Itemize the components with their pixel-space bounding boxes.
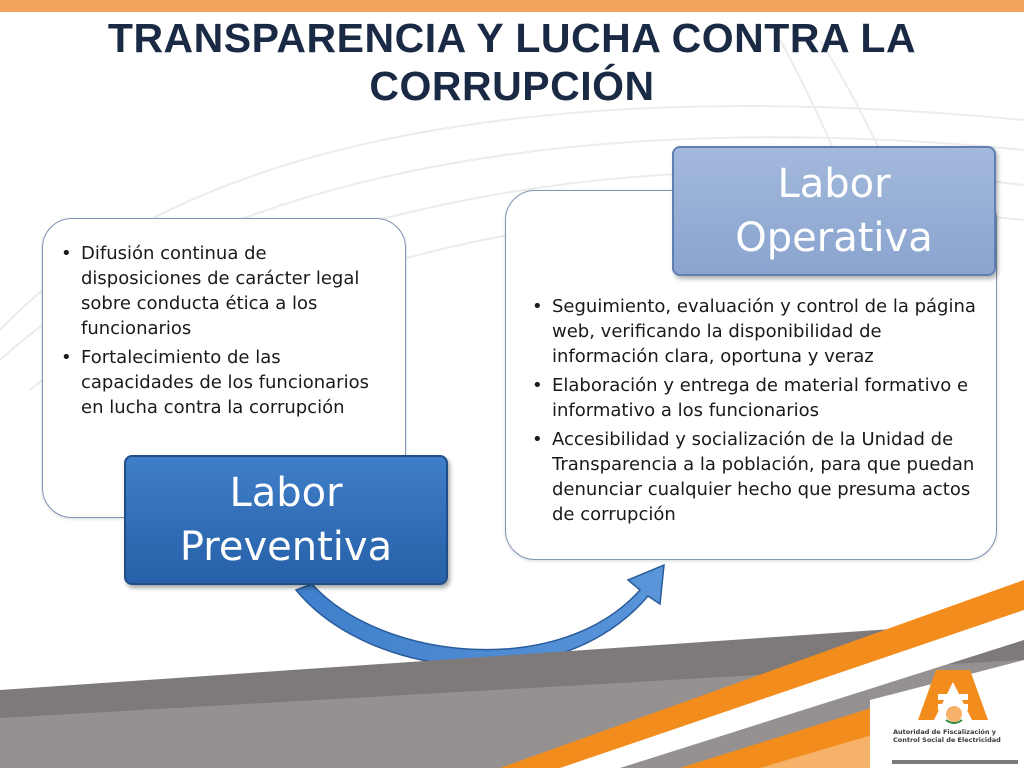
- operativa-bullet: • Elaboración y entrega de material formativo e informativo a los funcionarios: [530, 373, 985, 423]
- preventiva-bullet: • Difusión continua de disposiciones de carácter legal sobre conducta ética a los funcionarios: [59, 241, 391, 341]
- labor-operativa-box: Labor Operativa: [672, 146, 996, 276]
- operativa-bullet: • Seguimiento, evaluación y control de la página web, verificando la disponibilidad de información clara, oportuna y veraz: [530, 294, 985, 369]
- labor-preventiva-box: Labor Preventiva: [124, 455, 448, 585]
- authority-logo: [888, 668, 1022, 766]
- preventiva-bullet: • Fortalecimiento de las capacidades de los funcionarios en lucha contra la corrupción: [59, 345, 391, 420]
- operativa-bullet: • Accesibilidad y socialización de la Unidad de Transparencia a la población, para que puedan denunciar cualquier hecho que presuma actos de corrupción: [530, 427, 985, 527]
- authority-logo-text: Autoridad de Fiscalización y Control Social de Electricidad: [893, 728, 1001, 744]
- slide-title: TRANSPARENCIA Y LUCHA CONTRA LA CORRUPCIÓN: [107, 15, 917, 109]
